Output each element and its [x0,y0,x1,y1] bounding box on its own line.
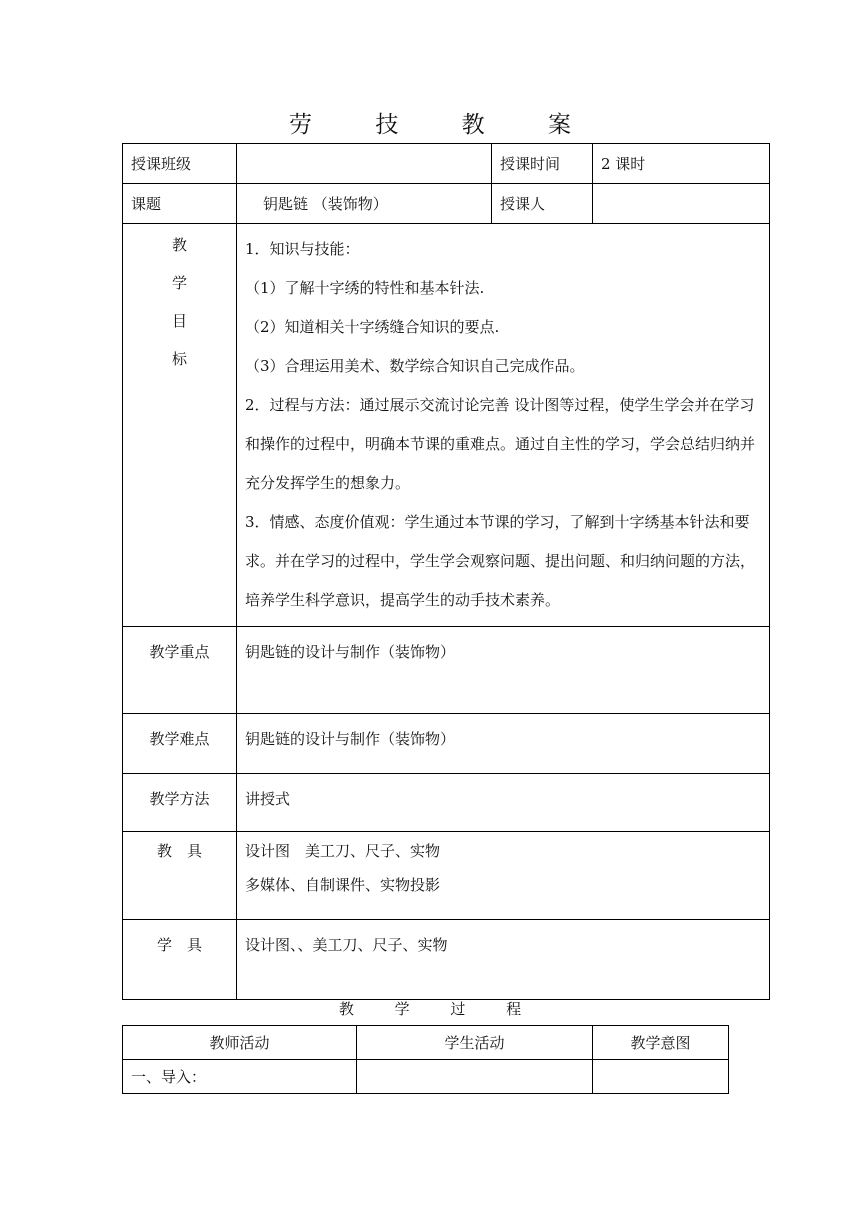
topic-value: 钥匙链 （装饰物） [237,184,492,224]
student-tools-value: 设计图、、美工刀、尺子、实物 [237,920,770,1000]
objective-line: （3）合理运用美术、数学综合知识自己完成作品。 [245,357,585,375]
key-point-value: 钥匙链的设计与制作（装饰物） [237,627,770,714]
objectives-content [237,224,770,627]
objectives-label [123,224,237,627]
difficulty-row [123,714,770,774]
student-tools-row [123,920,770,1000]
objective-process-method: 2．过程与方法：通过展示交流讨论完善 设计图等过程，使学生学会并在学习和操作的过程中，明确本节课的重难点。通过自主性的学习，学会总结归纳并充分发挥学生的想象力。 [245,396,756,492]
objectives-label-char: 教 [171,236,187,254]
class-label: 授课班级 [123,144,237,184]
page-title: 劳 技 教 案 [289,112,599,138]
process-cell-teacher: 一、导入： [123,1060,357,1094]
process-cell-intent [593,1060,729,1094]
class-value [237,144,492,184]
info-row-class [123,144,770,184]
teacher-value [593,184,770,224]
time-value: 2 课时 [593,144,770,184]
lesson-plan-table [122,143,770,1000]
process-table [122,1025,729,1094]
header-student-activity: 学生活动 [357,1026,593,1060]
process-row [123,1060,729,1094]
info-row-topic [123,184,770,224]
objectives-label-char: 标 [171,350,187,368]
objectives-row [123,224,770,627]
topic-label: 课题 [123,184,237,224]
teaching-tools-label: 教 具 [123,832,237,920]
teaching-tools-line: 设计图 美工刀、尺子、实物 [245,842,441,860]
difficulty-value: 钥匙链的设计与制作（装饰物） [237,714,770,774]
method-value: 讲授式 [237,774,770,832]
header-teacher-activity: 教师活动 [123,1026,357,1060]
process-header-row [123,1026,729,1060]
teaching-tools-line: 多媒体、自制课件、实物投影 [245,876,441,894]
objective-line: 1．知识与技能： [245,240,360,258]
key-point-label: 教学重点 [123,627,237,714]
objective-attitude-values: 3．情感、态度价值观：学生通过本节课的学习，了解到十字绣基本针法和要求。并在学习的过程中，学生学会观察问题、提出问题、和归纳问题的方法，培养学生科学意识，提高学生的动手技术素养。 [245,513,756,609]
process-title: 教 学 过 程 [338,1000,540,1018]
difficulty-label: 教学难点 [123,714,237,774]
teaching-tools-row [123,832,770,920]
teacher-label: 授课人 [492,184,593,224]
objective-line: （2）知道相关十字绣缝合知识的要点. [245,318,500,336]
objectives-label-char: 目 [171,312,187,330]
student-tools-label: 学 具 [123,920,237,1000]
objective-line: （1）了解十字绣的特性和基本针法. [245,279,485,297]
objectives-label-char: 学 [171,274,187,292]
time-label: 授课时间 [492,144,593,184]
process-cell-student [357,1060,593,1094]
teaching-tools-value [237,832,770,920]
method-label: 教学方法 [123,774,237,832]
method-row [123,774,770,832]
key-point-row [123,627,770,714]
header-teaching-intent: 教学意图 [593,1026,729,1060]
